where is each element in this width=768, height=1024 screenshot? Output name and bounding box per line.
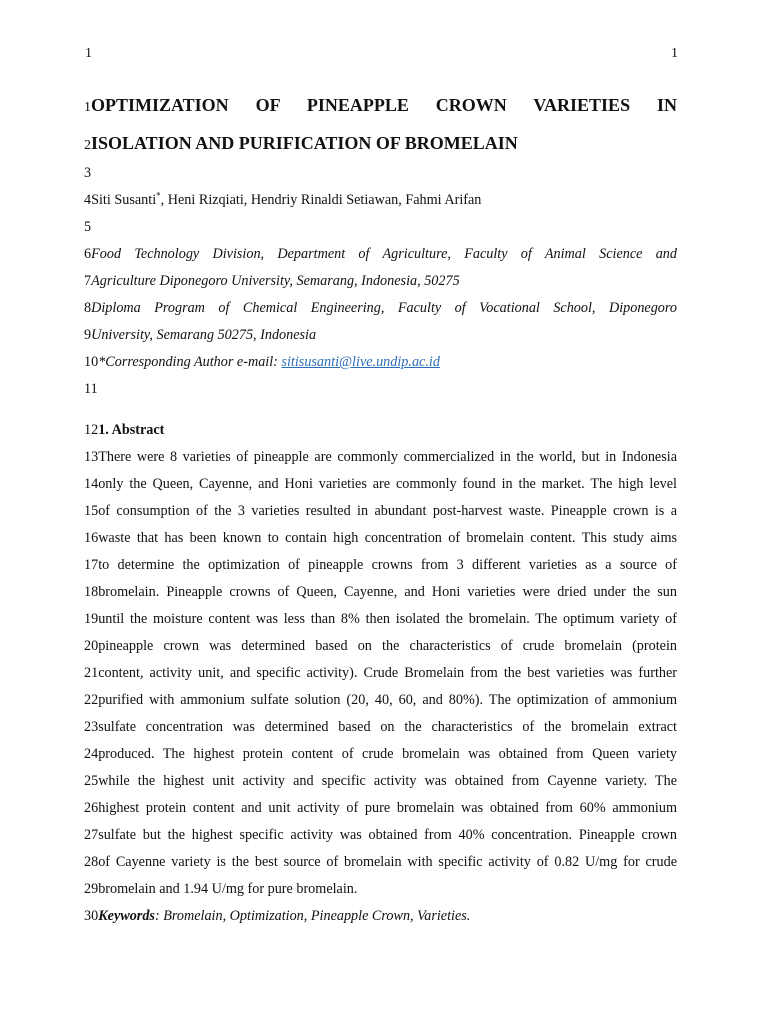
line-number: 28 (84, 854, 99, 870)
abstract-line (84, 745, 677, 763)
line-number: 27 (84, 827, 99, 843)
line-number: 13 (84, 449, 99, 465)
line-number: 19 (84, 611, 99, 627)
abstract-line (84, 637, 677, 655)
abstract-line (84, 610, 677, 628)
line-number: 26 (84, 800, 99, 816)
line-number: 15 (84, 503, 99, 519)
abstract-text: highest protein content and unit activity of pure bromelain was obtained from 60% ammonium (98, 800, 677, 816)
line-number: 23 (84, 719, 99, 735)
line-number: 29 (84, 881, 99, 897)
abstract-line (84, 664, 677, 682)
line-number: 30 (84, 908, 99, 924)
affiliation-text: University, Semarang 50275, Indonesia (91, 327, 317, 343)
line-number: 7 (84, 273, 92, 289)
affiliation-text: Agriculture Diponegoro University, Semarang, Indonesia, 50275 (91, 273, 460, 289)
abstract-line (84, 556, 677, 574)
abstract-text: bromelain. Pineapple crowns of Queen, Cayenne, and Honi varieties were dried under the sun (98, 584, 677, 600)
abstract-text: while the highest unit activity and specific activity was obtained from Cayenne variety. The (98, 773, 677, 789)
section-heading: 1. Abstract (98, 422, 165, 438)
keywords-line (84, 907, 677, 925)
line-number: 17 (84, 557, 99, 573)
line-number: 20 (84, 638, 99, 654)
line-number: 1 (84, 100, 91, 115)
abstract-text: only the Queen, Cayenne, and Honi varieties are commonly found in the market. The high level (98, 476, 677, 492)
title-line-1 (84, 94, 677, 119)
keywords-label: Keywords (98, 908, 155, 924)
line-number: 11 (84, 381, 98, 397)
line-number: 25 (84, 773, 99, 789)
abstract-text: waste that has been known to contain high concentration of bromelain content. This study aims (98, 530, 677, 546)
abstract-line (84, 529, 677, 547)
abstract-line (84, 799, 677, 817)
abstract-line (84, 502, 677, 520)
title-line-2 (84, 132, 677, 157)
affiliation-text: Diploma Program of Chemical Engineering, Faculty of Vocational School, Diponegoro (91, 300, 677, 316)
abstract-line (84, 772, 677, 790)
blank-line (84, 380, 677, 398)
abstract-text: purified with ammonium sulfate solution (20, 40, 60, and 80%). The optimization of ammonium (98, 692, 677, 708)
page-number-left: 1 (85, 46, 92, 61)
line-number: 4 (84, 192, 92, 208)
title-text: OPTIMIZATION OF PINEAPPLE CROWN VARIETIES IN (91, 95, 677, 115)
authors-line (84, 191, 677, 209)
email-link[interactable]: sitisusanti@live.undip.ac.id (281, 354, 440, 370)
abstract-line (84, 475, 677, 493)
abstract-text: There were 8 varieties of pineapple are commonly commercialized in the world, but in Indonesia (98, 449, 677, 465)
corresponding-author-line (84, 353, 677, 371)
line-number: 6 (84, 246, 92, 262)
keywords-text: : Bromelain, Optimization, Pineapple Crown, Varieties. (154, 908, 471, 924)
abstract-heading (84, 421, 677, 439)
line-number: 2 (84, 138, 91, 153)
abstract-text: produced. The highest protein content of crude bromelain was obtained from Queen variety (98, 746, 677, 762)
blank-line (84, 164, 677, 182)
abstract-text: sulfate concentration was determined based on the characteristics of the bromelain extract (98, 719, 677, 735)
abstract-line (84, 853, 677, 871)
line-number: 10 (84, 354, 99, 370)
abstract-text: content, activity unit, and specific activity). Crude Bromelain from the best varieties was further (98, 665, 677, 681)
abstract-line (84, 718, 677, 736)
abstract-text: bromelain and 1.94 U/mg for pure bromelain. (98, 881, 358, 897)
affiliation-2-line-2 (84, 326, 677, 344)
abstract-line (84, 583, 677, 601)
abstract-line (84, 691, 677, 709)
line-number: 22 (84, 692, 99, 708)
affiliation-1-line-1 (84, 245, 677, 263)
line-number: 3 (84, 165, 92, 181)
other-authors: , Heni Rizqiati, Hendriy Rinaldi Setiawan, Fahmi Arifan (160, 192, 482, 208)
blank-line (84, 218, 677, 236)
line-number: 9 (84, 327, 92, 343)
abstract-line (84, 448, 677, 466)
line-number: 21 (84, 665, 99, 681)
abstract-text: pineapple crown was determined based on the characteristics of crude bromelain (protein (98, 638, 677, 654)
abstract-line (84, 826, 677, 844)
abstract-text: of consumption of the 3 varieties resulted in abundant post-harvest waste. Pineapple crown is a (98, 503, 677, 519)
affiliation-1-line-2 (84, 272, 677, 290)
abstract-text: of Cayenne variety is the best source of bromelain with specific activity of 0.82 U/mg for crude (98, 854, 677, 870)
line-number: 24 (84, 746, 99, 762)
page-number-right: 1 (671, 46, 678, 61)
affiliation-2-line-1 (84, 299, 677, 317)
first-author: Siti Susanti (91, 192, 157, 208)
line-number: 14 (84, 476, 99, 492)
line-number: 18 (84, 584, 99, 600)
line-number: 12 (84, 422, 99, 438)
abstract-line (84, 880, 677, 898)
title-text: ISOLATION AND PURIFICATION OF BROMELAIN (91, 133, 518, 153)
abstract-text: to determine the optimization of pineapple crowns from 3 different varieties as a source of (98, 557, 677, 573)
abstract-text: until the moisture content was less than 8% then isolated the bromelain. The optimum variety of (98, 611, 677, 627)
corresponding-label: *Corresponding Author e-mail: (98, 354, 282, 370)
affiliation-text: Food Technology Division, Department of Agriculture, Faculty of Animal Science and (91, 246, 677, 262)
line-number: 16 (84, 530, 99, 546)
corresponding-mark: * (156, 190, 161, 201)
line-number: 5 (84, 219, 92, 235)
line-number: 8 (84, 300, 92, 316)
abstract-text: sulfate but the highest specific activity was obtained from 40% concentration. Pineapple crown (98, 827, 677, 843)
